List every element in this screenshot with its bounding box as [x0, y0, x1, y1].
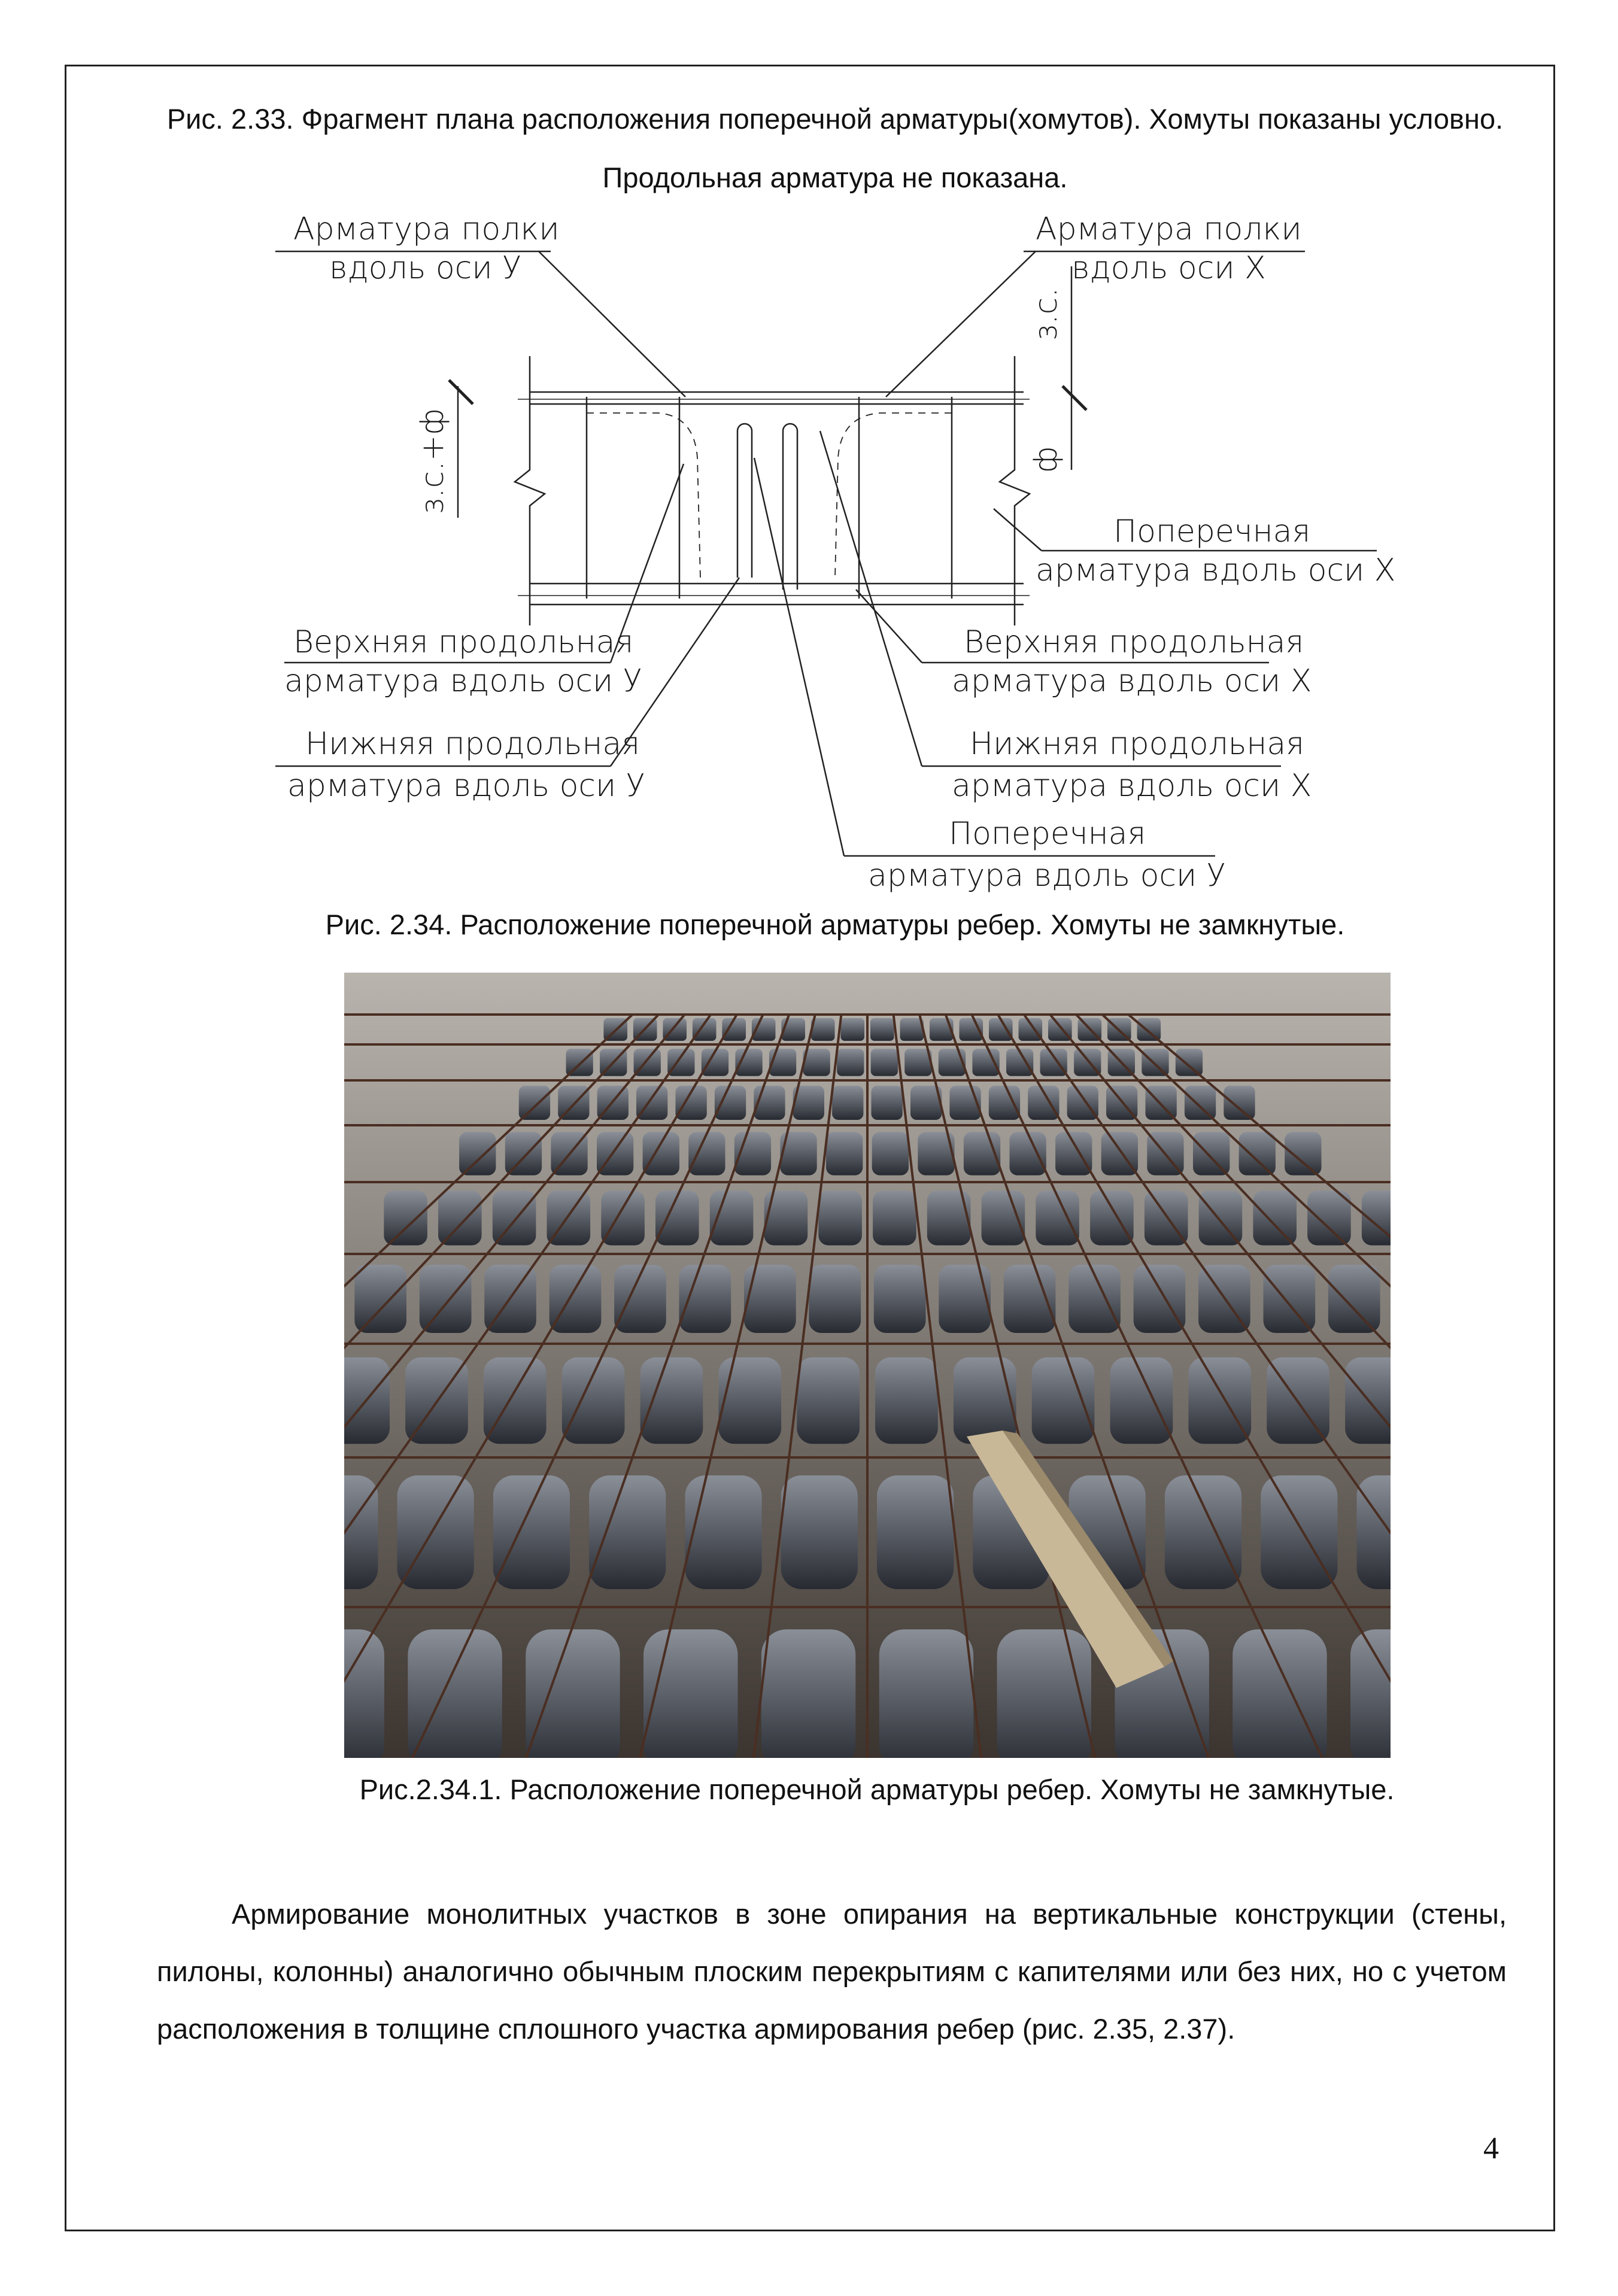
page-number: 4: [1483, 2131, 1499, 2166]
void-former-block: [1264, 1265, 1316, 1333]
void-former-block: [1193, 1132, 1230, 1175]
void-former-block: [643, 1132, 679, 1175]
label-bottom-long-y-2: арматура вдоль оси У: [287, 768, 645, 804]
void-former-block: [809, 1265, 861, 1333]
void-former-block: [718, 1357, 781, 1444]
void-former-block: [589, 1475, 666, 1589]
label-top-long-x-2: арматура вдоль оси Х: [952, 663, 1312, 699]
void-former-block: [679, 1265, 731, 1333]
figure-2-33-caption: Рис. 2.33. Фрагмент плана расположения поперечной арматуры(хомутов). Хомуты показаны условно. Продольная арматура не показана.: [166, 103, 1504, 193]
void-former-block: [872, 1132, 909, 1175]
label-top-long-y-1: Верхняя продольная: [293, 624, 634, 660]
void-former-block: [832, 1086, 863, 1120]
void-former-block: [438, 1190, 482, 1245]
label-transverse-y-1: Поперечная: [949, 816, 1146, 852]
void-former-block: [1055, 1132, 1092, 1175]
void-former-block: [1010, 1132, 1046, 1175]
void-former-block: [505, 1132, 542, 1175]
void-former-block: [989, 1086, 1020, 1120]
void-former-block: [1134, 1265, 1186, 1333]
void-former-block: [781, 1475, 858, 1589]
figure-2-34-caption: Рис. 2.34. Расположение поперечной арматуры ребер. Хомуты не замкнутые.: [325, 909, 1345, 940]
void-former-block: [1253, 1190, 1297, 1245]
void-former-block: [744, 1265, 796, 1333]
void-former-block: [818, 1190, 862, 1245]
void-former-block: [526, 1629, 620, 1758]
void-former-block: [459, 1132, 496, 1175]
void-former-block: [1040, 1049, 1067, 1076]
void-former-block: [1185, 1086, 1216, 1120]
void-former-block: [874, 1265, 926, 1333]
void-former-block: [1165, 1475, 1241, 1589]
void-former-block: [872, 1086, 903, 1120]
void-former-block: [1004, 1265, 1056, 1333]
label-transverse-x-2: арматура вдоль оси Х: [1036, 552, 1396, 588]
void-former-block: [875, 1357, 938, 1444]
void-former-block: [797, 1357, 860, 1444]
label-flange-y-1: Арматура полки: [293, 211, 560, 247]
void-former-block: [1176, 1049, 1203, 1076]
void-former-block: [954, 1357, 1016, 1444]
void-former-block: [1362, 1190, 1391, 1245]
void-former-block: [562, 1357, 625, 1444]
void-former-block: [354, 1265, 406, 1333]
label-bottom-long-y-1: Нижняя продольная: [305, 726, 640, 762]
void-former-block: [840, 1018, 864, 1041]
void-former-block: [837, 1049, 864, 1076]
void-former-block: [877, 1475, 954, 1589]
body-paragraph: Армирование монолитных участков в зоне опирания на вертикальные конструкции (стены, пилоны, колонны) аналогично обычным плоским перекрытиям с капителями или без них, но с учетом расположения в толщине сплошного участка армирования ребер (рис. 2.35, 2.37).: [157, 1898, 1507, 2045]
void-former-block: [493, 1475, 570, 1589]
void-former-block: [384, 1190, 427, 1245]
void-former-block: [1110, 1357, 1173, 1444]
void-former-block: [643, 1629, 738, 1758]
void-former-block: [493, 1190, 536, 1245]
label-bottom-long-x-1: Нижняя продольная: [970, 726, 1305, 762]
void-former-block: [873, 1190, 916, 1245]
void-former-block: [879, 1629, 974, 1758]
void-former-block: [550, 1265, 602, 1333]
void-former-block: [688, 1132, 725, 1175]
label-flange-x-2: вдоль оси Х: [1071, 250, 1266, 286]
void-former-block: [1239, 1132, 1276, 1175]
void-former-block: [685, 1475, 761, 1589]
void-former-block: [1199, 1190, 1243, 1245]
label-top-long-y-2: арматура вдоль оси У: [284, 663, 642, 699]
label-bottom-long-x-2: арматура вдоль оси Х: [952, 768, 1312, 804]
dimension-zs-phi: з.с.+ф: [415, 408, 451, 515]
reinforcement-drawing: [251, 206, 1413, 907]
void-former-block: [1285, 1132, 1321, 1175]
void-former-block: [939, 1265, 991, 1333]
void-former-block: [484, 1357, 547, 1444]
void-former-block: [420, 1265, 472, 1333]
void-former-block: [761, 1629, 856, 1758]
rebar-voidformer-photo: [344, 973, 1391, 1758]
void-former-block: [870, 1018, 894, 1041]
label-flange-y-2: вдоль оси У: [329, 250, 521, 286]
label-transverse-y-2: арматура вдоль оси У: [868, 858, 1226, 894]
dimension-phi: ф: [1028, 446, 1064, 473]
void-former-block: [667, 1049, 694, 1076]
label-flange-x-1: Арматура полки: [1036, 211, 1302, 247]
label-top-long-x-1: Верхняя продольная: [964, 624, 1304, 660]
void-former-block: [1224, 1086, 1255, 1120]
void-former-block: [1090, 1190, 1134, 1245]
void-former-block: [997, 1629, 1092, 1758]
void-former-block: [871, 1049, 898, 1076]
void-former-block: [826, 1132, 863, 1175]
void-former-block: [1188, 1357, 1251, 1444]
void-former-block: [1032, 1357, 1095, 1444]
void-former-block: [640, 1357, 703, 1444]
label-transverse-x-1: Поперечная: [1113, 514, 1311, 549]
void-former-block: [519, 1086, 550, 1120]
void-former-block: [715, 1086, 746, 1120]
void-former-block: [1328, 1265, 1380, 1333]
figure-2-34-1-caption: Рис.2.34.1. Расположение поперечной арматуры ребер. Хомуты не замкнутые.: [359, 1773, 1395, 1805]
dimension-zs: з.с.: [1028, 287, 1064, 341]
void-former-block: [601, 1190, 645, 1245]
